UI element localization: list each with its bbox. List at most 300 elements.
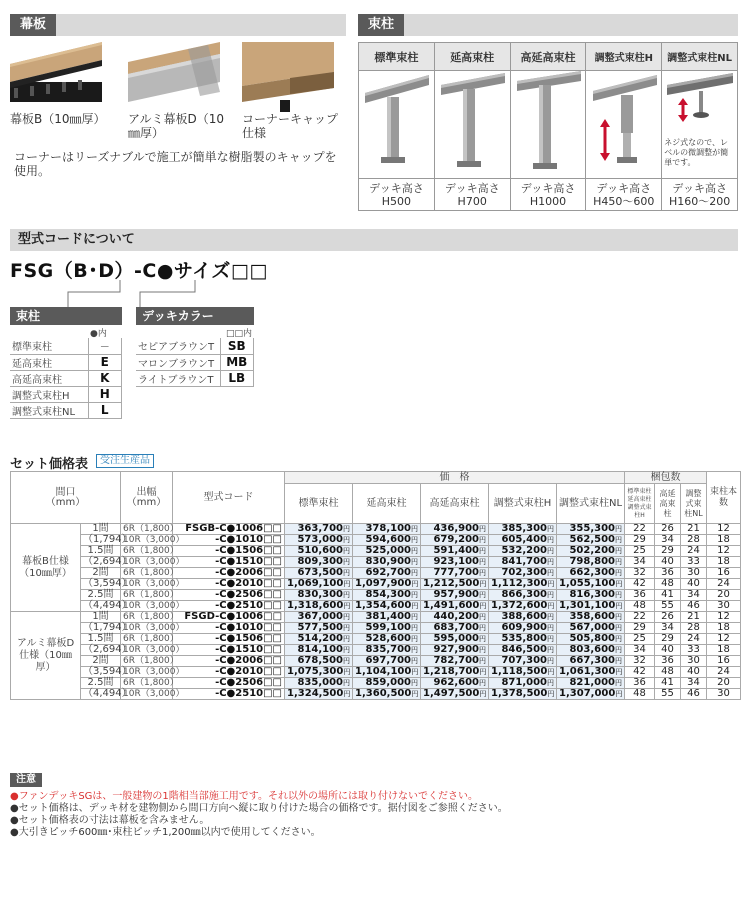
yen-unit: 円 xyxy=(343,525,351,533)
span-cell: 2間 xyxy=(81,656,121,667)
post-count-cell: 18 xyxy=(707,535,741,546)
price-value: 1,218,700 xyxy=(423,666,480,677)
group-name: アルミ幕板D仕様（10㎜厚） xyxy=(11,612,81,700)
price-value: 1,378,500 xyxy=(491,688,548,699)
model-code-cell: FSGD-C●1006□□ xyxy=(173,612,285,623)
model-code-cell: -C●1506□□ xyxy=(173,546,285,557)
price-value: 358,600 xyxy=(569,611,616,622)
width-cell: 6R（1,800） xyxy=(121,656,173,667)
price-cell xyxy=(285,656,353,667)
price-cell xyxy=(285,579,353,590)
price-cell xyxy=(557,634,625,645)
table-row xyxy=(11,524,741,535)
price-cell xyxy=(285,689,353,700)
pack-count-cell: 30 xyxy=(681,568,707,579)
width-cell: 6R（1,800） xyxy=(121,678,173,689)
price-cell xyxy=(489,557,557,568)
table-row xyxy=(11,667,741,678)
yen-unit: 円 xyxy=(343,690,351,698)
model-code-cell: -C●2010□□ xyxy=(173,579,285,590)
price-value: 1,372,600 xyxy=(491,600,548,611)
price-value: 1,212,500 xyxy=(423,578,480,589)
price-value: 1,307,000 xyxy=(559,688,616,699)
model-code-cell: -C●1010□□ xyxy=(173,623,285,634)
width-cell: 10R（3,000） xyxy=(121,579,173,590)
yen-unit: 円 xyxy=(547,602,555,610)
tsukaba-col-standard: 標準束柱 xyxy=(359,43,435,71)
pack-count-cell: 34 xyxy=(655,535,681,546)
model-code-title: 型式コードについて xyxy=(18,232,135,247)
adjustable-nl-height-label: デッキ高さ xyxy=(672,181,727,195)
yen-unit: 円 xyxy=(615,646,623,654)
color-code-name: ライトブラウンT xyxy=(136,370,220,386)
yen-unit: 円 xyxy=(343,657,351,665)
pack-count-cell: 48 xyxy=(625,689,655,700)
price-value: 595,000 xyxy=(433,633,480,644)
yen-unit: 円 xyxy=(547,646,555,654)
width-cell: 10R（3,000） xyxy=(121,689,173,700)
makuita-note: コーナーはリーズナブルで施工が簡単な樹脂製のキャップを使用。 xyxy=(14,150,337,178)
yen-unit: 円 xyxy=(343,580,351,588)
pack-count-cell: 29 xyxy=(625,535,655,546)
price-cell xyxy=(421,656,489,667)
price-value: 605,400 xyxy=(501,534,548,545)
color-code-value: LB xyxy=(220,370,254,386)
span-cell: （4,494） xyxy=(81,601,121,612)
yen-unit: 円 xyxy=(547,624,555,632)
color-code-row xyxy=(136,354,254,370)
model-header: 型式コード xyxy=(173,472,285,524)
pack-count-cell: 26 xyxy=(655,612,681,623)
yen-unit: 円 xyxy=(547,668,555,676)
pack-count-cell: 33 xyxy=(681,645,707,656)
price-value: 679,200 xyxy=(433,534,480,545)
tsuka-code-row xyxy=(10,386,122,402)
yen-unit: 円 xyxy=(615,547,623,555)
yen-unit: 円 xyxy=(547,536,555,544)
price-cell xyxy=(285,667,353,678)
table-row xyxy=(11,568,741,579)
table-row xyxy=(11,689,741,700)
pack-count-cell: 36 xyxy=(655,656,681,667)
table-row xyxy=(11,546,741,557)
yen-unit: 円 xyxy=(479,668,487,676)
yen-unit: 円 xyxy=(479,536,487,544)
price-value: 1,118,500 xyxy=(491,666,548,677)
yen-unit: 円 xyxy=(343,558,351,566)
span-cell: 2間 xyxy=(81,568,121,579)
pack-count-cell: 29 xyxy=(625,623,655,634)
price-value: 673,500 xyxy=(297,567,344,578)
note-item: ●大引きピッチ600㎜･束柱ピッチ1,200㎜以内で使用してください。 xyxy=(10,827,321,838)
model-code-cell: -C●2006□□ xyxy=(173,568,285,579)
tsuka-code-table xyxy=(10,338,122,419)
price-col-high-extended: 高延高束柱 xyxy=(421,484,489,524)
price-value: 355,300 xyxy=(569,523,616,534)
yen-unit: 円 xyxy=(547,525,555,533)
adjustable-h-post-image xyxy=(586,71,662,179)
price-value: 662,300 xyxy=(569,567,616,578)
price-value: 923,100 xyxy=(433,556,480,567)
price-value: 830,900 xyxy=(365,556,412,567)
high-extended-height-value: H1000 xyxy=(529,194,567,208)
makuita-b-caption: 幕板B（10㎜厚） xyxy=(10,112,106,126)
post-count-cell: 12 xyxy=(707,634,741,645)
tsuka-code-name: 高延高束柱 xyxy=(10,370,88,386)
tsuka-code-row xyxy=(10,402,122,418)
price-table xyxy=(10,471,741,700)
price-cell xyxy=(285,557,353,568)
yen-unit: 円 xyxy=(479,613,487,621)
table-row xyxy=(11,623,741,634)
model-code-cell: -C●2010□□ xyxy=(173,667,285,678)
price-value: 385,300 xyxy=(501,523,548,534)
post-count-cell: 16 xyxy=(707,656,741,667)
price-value: 440,200 xyxy=(433,611,480,622)
price-value: 816,300 xyxy=(569,589,616,600)
pack-count-cell: 29 xyxy=(655,634,681,645)
yen-unit: 円 xyxy=(479,569,487,577)
tsuka-code-name: 調整式束柱H xyxy=(10,386,88,402)
model-code-cell: -C●1010□□ xyxy=(173,535,285,546)
span-cell: 2.5間 xyxy=(81,590,121,601)
tsuka-code-name: 標準束柱 xyxy=(10,338,88,354)
price-cell xyxy=(557,524,625,535)
yen-unit: 円 xyxy=(343,569,351,577)
tsukaba-col-adjustable-h: 調整式束柱H xyxy=(586,43,662,71)
width-cell: 6R（1,800） xyxy=(121,612,173,623)
aluminum-makuita-d-image xyxy=(128,42,220,112)
price-cell xyxy=(557,590,625,601)
table-row xyxy=(11,656,741,667)
price-value: 1,491,600 xyxy=(423,600,480,611)
price-value: 1,104,100 xyxy=(355,666,412,677)
price-cell xyxy=(489,634,557,645)
adjustable-nl-height xyxy=(662,179,738,211)
price-cell xyxy=(285,524,353,535)
model-code-header xyxy=(10,229,738,251)
table-row xyxy=(11,535,741,546)
yen-unit: 円 xyxy=(547,580,555,588)
post-count-cell: 24 xyxy=(707,667,741,678)
yen-unit: 円 xyxy=(411,602,419,610)
yen-unit: 円 xyxy=(547,657,555,665)
pack-count-cell: 32 xyxy=(625,656,655,667)
yen-unit: 円 xyxy=(411,536,419,544)
price-cell xyxy=(489,645,557,656)
pack-count-cell: 42 xyxy=(625,579,655,590)
price-cell xyxy=(353,568,421,579)
price-table-title: セット価格表 xyxy=(10,457,89,472)
price-cell xyxy=(285,535,353,546)
span-cell: 1間 xyxy=(81,612,121,623)
span-cell: 2.5間 xyxy=(81,678,121,689)
price-cell xyxy=(421,678,489,689)
price-cell xyxy=(421,524,489,535)
price-cell xyxy=(353,634,421,645)
post-count-cell: 20 xyxy=(707,590,741,601)
color-code-table xyxy=(136,338,254,387)
note-item: ●セット価格は、デッキ材を建物側から間口方向へ縦に取り付けた場合の価格です。据付図をご参照ください。 xyxy=(10,803,508,814)
adjustable-h-height-value: H450〜600 xyxy=(593,194,655,208)
tsuka-code-header: 束柱 xyxy=(10,307,122,325)
model-code-format: FSG（B･D）-C●サイズ□□ xyxy=(10,260,268,282)
price-cell xyxy=(421,667,489,678)
adjustable-nl-note: ネジ式なので、レベルの微調整が簡単です。 xyxy=(664,138,729,167)
tsuka-code-row xyxy=(10,338,122,354)
price-value: 514,200 xyxy=(297,633,344,644)
price-cell xyxy=(489,667,557,678)
yen-unit: 円 xyxy=(479,635,487,643)
price-cell xyxy=(285,678,353,689)
price-value: 854,300 xyxy=(365,589,412,600)
price-value: 678,500 xyxy=(297,655,344,666)
price-value: 378,100 xyxy=(365,523,412,534)
post-count-cell: 30 xyxy=(707,689,741,700)
price-value: 683,700 xyxy=(433,622,480,633)
pack-count-cell: 34 xyxy=(681,590,707,601)
color-code-header: デッキカラー xyxy=(136,307,254,325)
price-cell xyxy=(489,623,557,634)
yen-unit: 円 xyxy=(343,547,351,555)
pack-count-cell: 21 xyxy=(681,612,707,623)
note-item: ●セット価格表の寸法は幕板を含みません。 xyxy=(10,815,210,826)
pack-count-cell: 46 xyxy=(681,689,707,700)
pack-count-cell: 36 xyxy=(655,568,681,579)
makuita-b-image xyxy=(10,42,102,112)
extended-post-image xyxy=(434,71,510,179)
price-col-standard: 標準束柱 xyxy=(285,484,353,524)
price-value: 859,000 xyxy=(365,677,412,688)
span-cell: 1.5間 xyxy=(81,634,121,645)
pack-count-cell: 48 xyxy=(655,667,681,678)
yen-unit: 円 xyxy=(547,591,555,599)
price-value: 835,700 xyxy=(365,644,412,655)
price-value: 1,061,300 xyxy=(559,666,616,677)
yen-unit: 円 xyxy=(479,690,487,698)
price-col-extended: 延高束柱 xyxy=(353,484,421,524)
span-header-unit: （mm） xyxy=(45,496,86,508)
yen-unit: 円 xyxy=(615,536,623,544)
price-cell xyxy=(353,601,421,612)
pack-count-cell: 24 xyxy=(681,546,707,557)
price-value: 388,600 xyxy=(501,611,548,622)
yen-unit: 円 xyxy=(343,646,351,654)
yen-unit: 円 xyxy=(343,635,351,643)
table-row xyxy=(11,557,741,568)
price-value: 381,400 xyxy=(365,611,412,622)
notes-list xyxy=(10,791,740,839)
price-cell xyxy=(421,590,489,601)
price-header: 価 格 xyxy=(285,472,625,484)
price-cell xyxy=(489,535,557,546)
pack-col-1: 標準束柱延高束柱調整式束柱H xyxy=(625,484,655,524)
post-count-cell: 18 xyxy=(707,557,741,568)
tsuka-code-row xyxy=(10,370,122,386)
price-cell xyxy=(421,557,489,568)
pack-count-cell: 33 xyxy=(681,557,707,568)
color-code-row xyxy=(136,370,254,386)
yen-unit: 円 xyxy=(479,602,487,610)
yen-unit: 円 xyxy=(615,690,623,698)
model-code-cell: -C●2006□□ xyxy=(173,656,285,667)
price-value: 510,600 xyxy=(297,545,344,556)
price-value: 692,700 xyxy=(365,567,412,578)
price-cell xyxy=(353,689,421,700)
model-code-cell: -C●1510□□ xyxy=(173,645,285,656)
model-code-cell: -C●1510□□ xyxy=(173,557,285,568)
yen-unit: 円 xyxy=(343,613,351,621)
yen-unit: 円 xyxy=(479,558,487,566)
price-value: 1,075,300 xyxy=(287,666,344,677)
price-value: 1,497,500 xyxy=(423,688,480,699)
width-cell: 6R（1,800） xyxy=(121,590,173,601)
yen-unit: 円 xyxy=(615,679,623,687)
price-cell xyxy=(285,546,353,557)
adjustable-nl-post-cell xyxy=(662,71,738,179)
span-header xyxy=(11,472,121,524)
price-value: 777,700 xyxy=(433,567,480,578)
yen-unit: 円 xyxy=(343,591,351,599)
post-count-cell: 18 xyxy=(707,623,741,634)
made-to-order-badge: 受注生産品 xyxy=(96,454,154,468)
adjustable-h-height-label: デッキ高さ xyxy=(596,181,652,195)
pack-count-cell: 40 xyxy=(655,645,681,656)
tsuka-code-value: H xyxy=(88,386,122,402)
yen-unit: 円 xyxy=(615,602,623,610)
price-cell xyxy=(557,579,625,590)
price-cell xyxy=(353,557,421,568)
price-cell xyxy=(489,590,557,601)
price-value: 782,700 xyxy=(433,655,480,666)
pack-count-cell: 21 xyxy=(681,524,707,535)
tsukaba-col-high-extended: 高延高束柱 xyxy=(510,43,586,71)
price-cell xyxy=(489,612,557,623)
price-value: 562,500 xyxy=(569,534,616,545)
price-value: 697,700 xyxy=(365,655,412,666)
pack-count-cell: 40 xyxy=(681,667,707,678)
width-header-unit: （mm） xyxy=(126,496,167,508)
price-cell xyxy=(421,535,489,546)
price-value: 594,600 xyxy=(365,534,412,545)
model-code-cell: -C●1506□□ xyxy=(173,634,285,645)
yen-unit: 円 xyxy=(411,624,419,632)
yen-unit: 円 xyxy=(479,679,487,687)
adjustable-h-height xyxy=(586,179,662,211)
tsuka-code-name: 延高束柱 xyxy=(10,354,88,370)
price-cell xyxy=(285,623,353,634)
pack-col-2: 高延高束柱 xyxy=(655,484,681,524)
price-value: 821,000 xyxy=(569,677,616,688)
yen-unit: 円 xyxy=(343,624,351,632)
tsuka-code-row xyxy=(10,354,122,370)
price-cell xyxy=(557,546,625,557)
post-count-cell: 24 xyxy=(707,579,741,590)
high-extended-height xyxy=(510,179,586,211)
yen-unit: 円 xyxy=(343,536,351,544)
width-cell: 10R（3,000） xyxy=(121,667,173,678)
post-count-cell: 12 xyxy=(707,612,741,623)
price-cell xyxy=(557,557,625,568)
width-header xyxy=(121,472,173,524)
tsuka-code-value: － xyxy=(88,338,122,354)
price-cell xyxy=(557,623,625,634)
table-row xyxy=(11,634,741,645)
span-cell: 1.5間 xyxy=(81,546,121,557)
model-code-cell: -C●2510□□ xyxy=(173,689,285,700)
span-header-label: 間口 xyxy=(55,486,76,498)
model-code-cell: -C●2510□□ xyxy=(173,601,285,612)
yen-unit: 円 xyxy=(479,525,487,533)
standard-post-image xyxy=(359,71,435,179)
pack-count-cell: 41 xyxy=(655,590,681,601)
table-row xyxy=(11,678,741,689)
post-count-cell: 18 xyxy=(707,645,741,656)
price-cell xyxy=(557,568,625,579)
price-cell xyxy=(421,546,489,557)
yen-unit: 円 xyxy=(479,580,487,588)
yen-unit: 円 xyxy=(411,547,419,555)
yen-unit: 円 xyxy=(615,668,623,676)
yen-unit: 円 xyxy=(411,679,419,687)
yen-unit: 円 xyxy=(615,624,623,632)
yen-unit: 円 xyxy=(547,569,555,577)
yen-unit: 円 xyxy=(479,624,487,632)
price-value: 846,500 xyxy=(501,644,548,655)
price-cell xyxy=(557,535,625,546)
price-cell xyxy=(489,579,557,590)
yen-unit: 円 xyxy=(411,657,419,665)
corner-cap-image xyxy=(242,42,334,112)
price-cell xyxy=(353,645,421,656)
yen-unit: 円 xyxy=(615,569,623,577)
yen-unit: 円 xyxy=(411,591,419,599)
standard-height-value: H500 xyxy=(381,194,412,208)
width-cell: 6R（1,800） xyxy=(121,546,173,557)
yen-unit: 円 xyxy=(411,580,419,588)
span-cell: （2,694） xyxy=(81,645,121,656)
price-value: 1,354,600 xyxy=(355,600,412,611)
note-item: ●ファンデッキSGは、一般建物の1階相当部施工用です。それ以外の場所には取り付けないでください。 xyxy=(10,791,478,802)
pack-count-cell: 46 xyxy=(681,601,707,612)
yen-unit: 円 xyxy=(547,558,555,566)
price-cell xyxy=(557,645,625,656)
post-count-cell: 30 xyxy=(707,601,741,612)
price-cell xyxy=(421,612,489,623)
width-header-label: 出幅 xyxy=(136,486,157,498)
span-cell: （1,794） xyxy=(81,535,121,546)
width-cell: 10R（3,000） xyxy=(121,645,173,656)
price-value: 957,900 xyxy=(433,589,480,600)
price-cell xyxy=(557,667,625,678)
width-cell: 10R（3,000） xyxy=(121,623,173,634)
span-cell: （3,594） xyxy=(81,579,121,590)
pack-count-cell: 34 xyxy=(625,557,655,568)
pack-count-cell: 24 xyxy=(681,634,707,645)
span-cell: （4,494） xyxy=(81,689,121,700)
tsukaba-col-extended: 延高束柱 xyxy=(434,43,510,71)
tsukaba-title: 束柱 xyxy=(358,14,404,36)
price-cell xyxy=(421,634,489,645)
standard-height xyxy=(359,179,435,211)
yen-unit: 円 xyxy=(479,591,487,599)
price-value: 809,300 xyxy=(297,556,344,567)
price-cell xyxy=(421,601,489,612)
price-cell xyxy=(353,590,421,601)
pack-count-cell: 22 xyxy=(625,524,655,535)
price-value: 535,800 xyxy=(501,633,548,644)
price-value: 835,000 xyxy=(297,677,344,688)
